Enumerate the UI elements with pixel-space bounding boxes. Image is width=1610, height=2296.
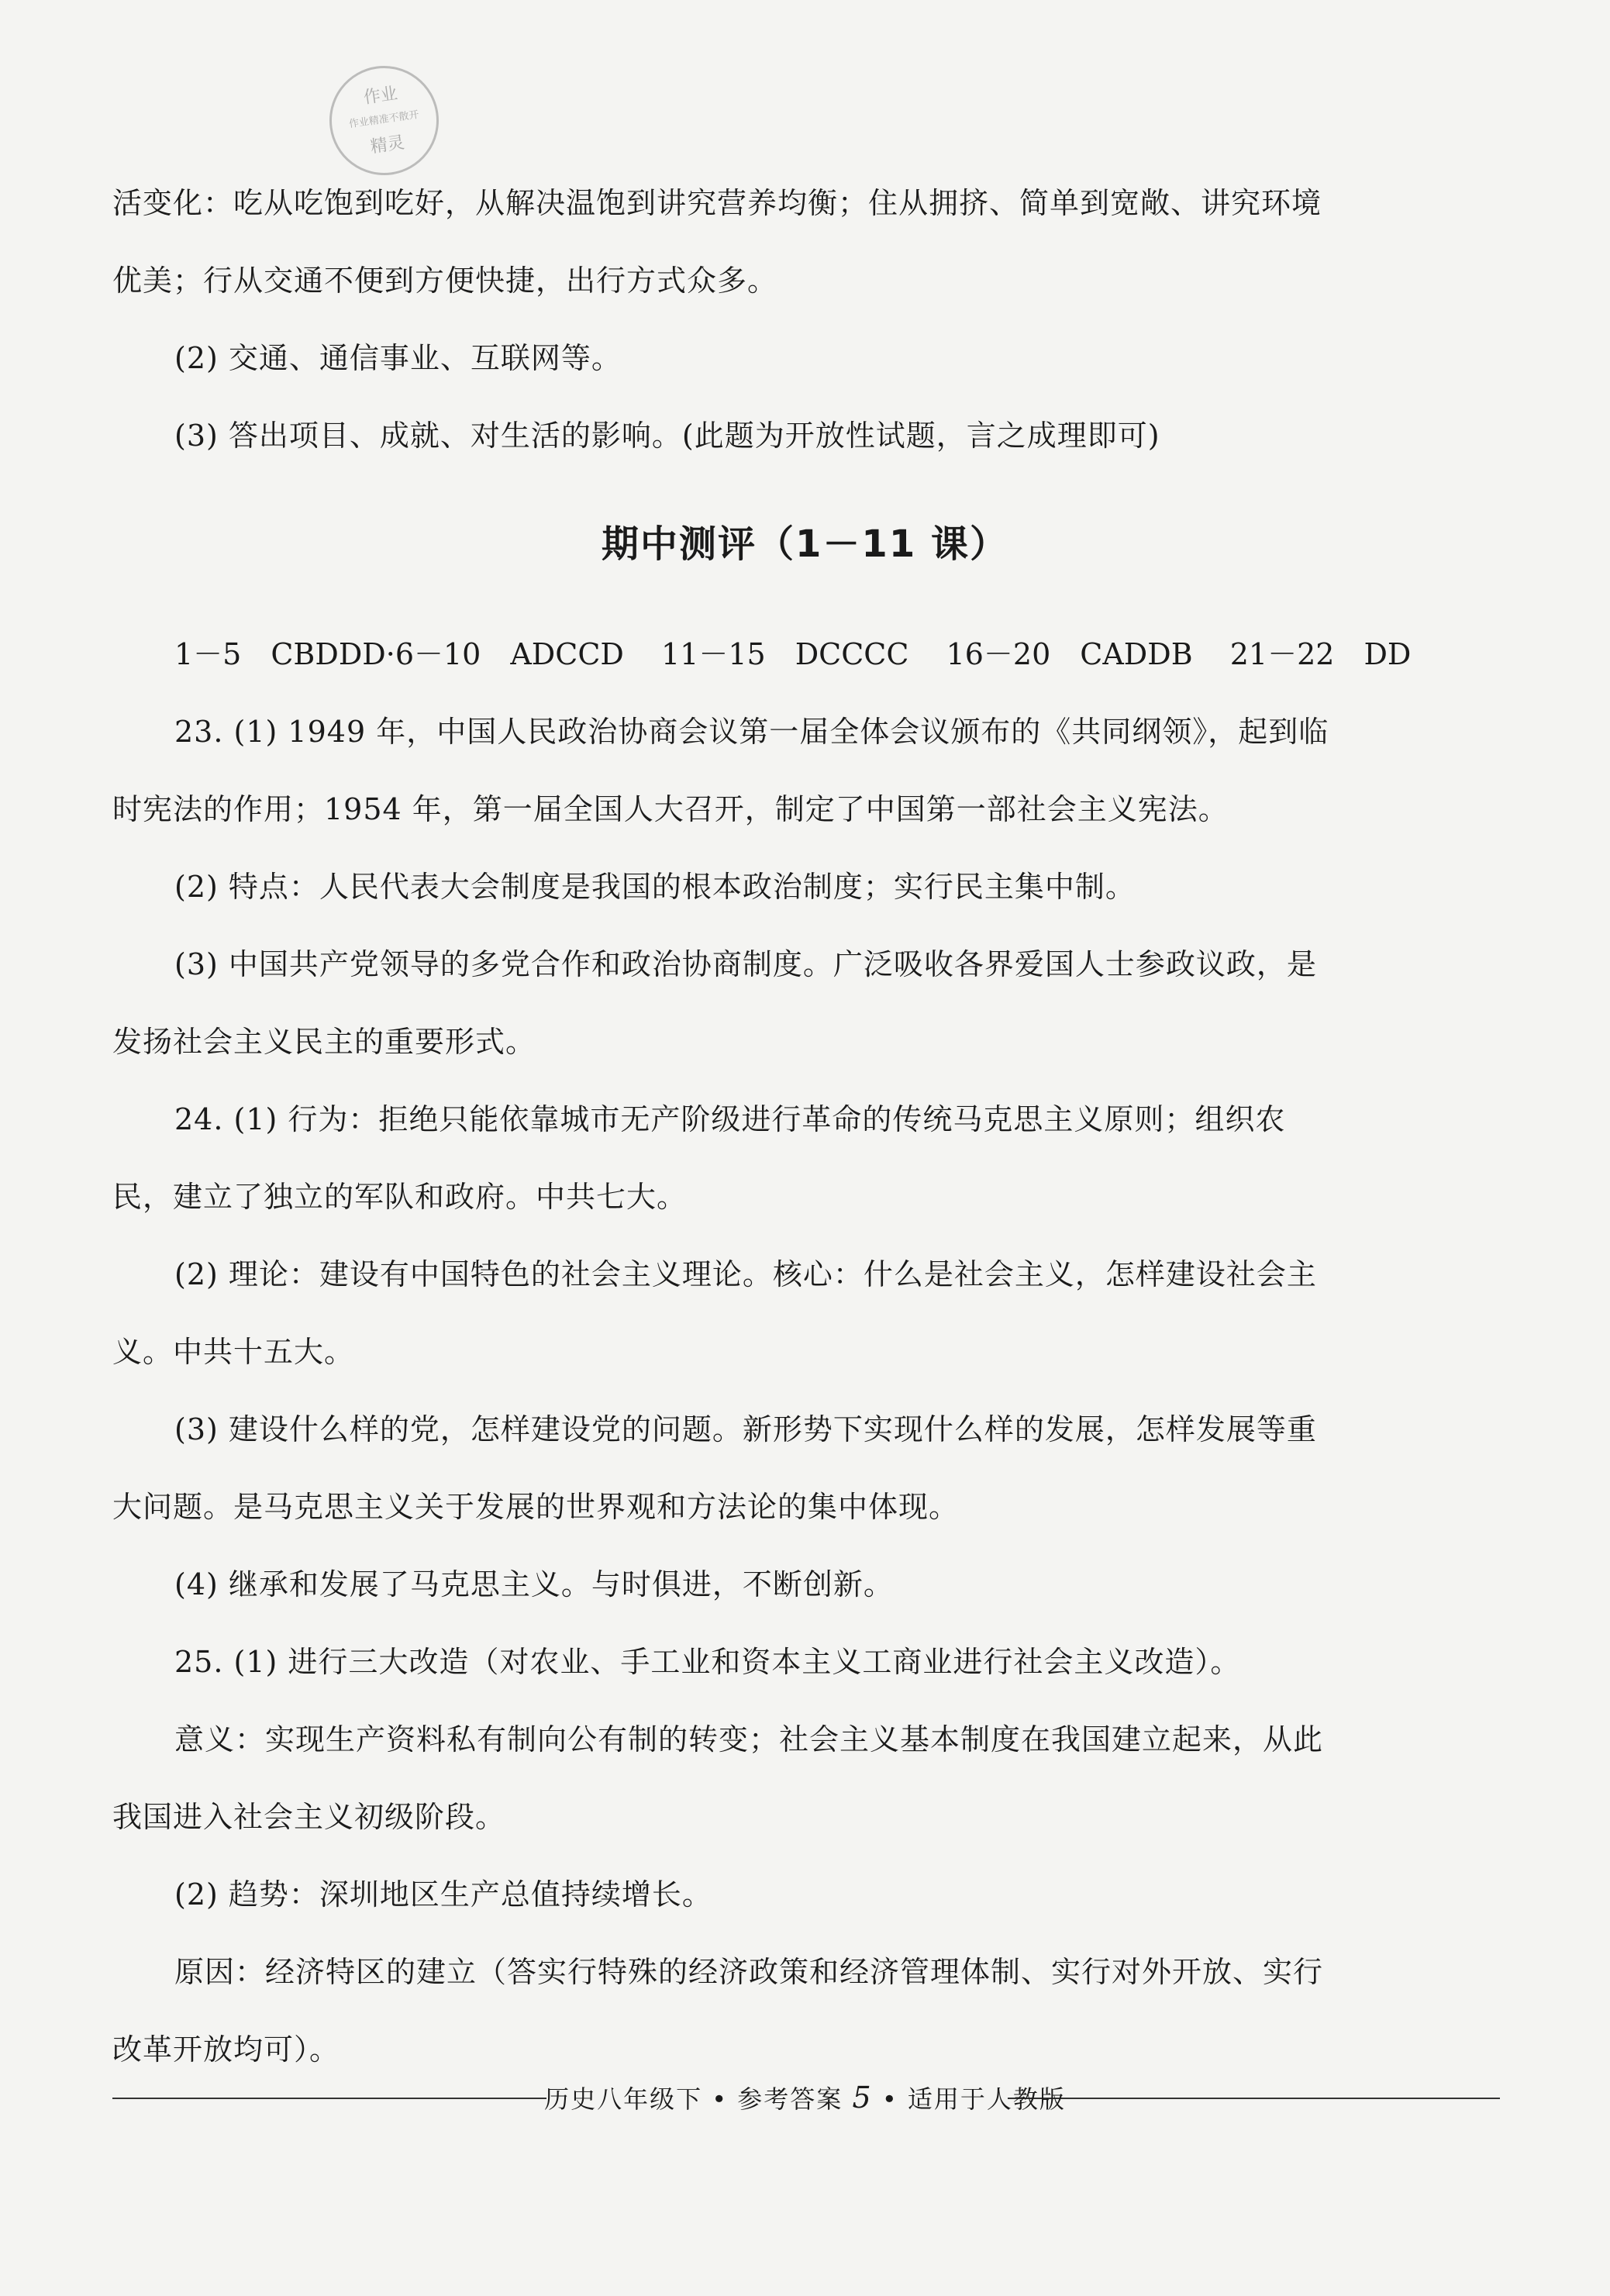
footer — [0, 2081, 1610, 2116]
choice-answer-group: 16－20 CADDB — [946, 637, 1193, 671]
answer-line: (2) 趋势：深圳地区生产总值持续增长。 — [174, 1877, 712, 1912]
answer-line: 24. (1) 行为：拒绝只能依靠城市无产阶级进行革命的传统马克思主义原则；组织农 — [174, 1102, 1286, 1136]
stamp-top-text: 作业 — [362, 84, 399, 109]
answer-line: (2) 理论：建设有中国特色的社会主义理论。核心：什么是社会主义，怎样建设社会主 — [174, 1257, 1317, 1291]
choice-answer-group: 11－15 DCCCC — [660, 637, 909, 671]
intro-line: (2) 交通、通信事业、互联网等。 — [174, 341, 622, 375]
footer-right-text: • 适用于人教版 — [881, 2084, 1066, 2114]
answer-line: (3) 中国共产党领导的多党合作和政治协商制度。广泛吸收各界爱国人士参政议政，是 — [174, 947, 1317, 981]
footer-left-text: 历史八年级下 • 参考答案 — [544, 2084, 843, 2114]
answer-line: 义。中共十五大。 — [112, 1335, 355, 1369]
answer-line: 发扬社会主义民主的重要形式。 — [112, 1025, 536, 1059]
intro-line: 活变化：吃从吃饱到吃好，从解决温饱到讲究营养均衡；住从拥挤、简单到宽敞、讲究环境 — [112, 186, 1322, 220]
choice-answer-group: 21－22 DD — [1229, 637, 1412, 671]
answer-line: 我国进入社会主义初级阶段。 — [112, 1800, 506, 1834]
answer-line: (2) 特点：人民代表大会制度是我国的根本政治制度；实行民主集中制。 — [174, 870, 1136, 904]
answer-line: 意义：实现生产资料私有制向公有制的转变；社会主义基本制度在我国建立起来，从此 — [174, 1722, 1324, 1756]
section-title: 期中测评（1－11 课） — [602, 522, 1008, 566]
answer-line: 原因：经济特区的建立（答实行特殊的经济政策和经济管理体制、实行对外开放、实行 — [174, 1955, 1324, 1989]
intro-line: 优美；行从交通不便到方便快捷，出行方式众多。 — [112, 264, 778, 298]
answer-line: 时宪法的作用；1954 年，第一届全国人大召开，制定了中国第一部社会主义宪法。 — [112, 792, 1229, 826]
choice-answer-group: 1－5 CBDDD·6－10 ADCCD — [174, 637, 624, 671]
homework-stamp-logo — [322, 59, 446, 182]
answer-line: 大问题。是马克思主义关于发展的世界观和方法论的集中体现。 — [112, 1490, 960, 1524]
choice-answers — [174, 636, 1439, 673]
answer-line: (4) 继承和发展了马克思主义。与时俱进，不断创新。 — [174, 1567, 894, 1601]
answer-line: (3) 建设什么样的党，怎样建设党的问题。新形势下实现什么样的发展，怎样发展等重 — [174, 1412, 1317, 1446]
intro-line: (3) 答出项目、成就、对生活的影响。(此题为开放性试题，言之成理即可) — [174, 419, 1160, 453]
answer-line: 民，建立了独立的军队和政府。中共七大。 — [112, 1180, 688, 1214]
answer-line: 改革开放均可）。 — [112, 2032, 340, 2067]
answer-line: 23. (1) 1949 年，中国人民政治协商会议第一届全体会议颁布的《共同纲领》，起到临 — [174, 715, 1329, 749]
stamp-bottom-text: 精灵 — [369, 133, 406, 157]
stamp-middle-text: 作业精准不散开 — [348, 109, 420, 131]
answer-line: 25. (1) 进行三大改造（对农业、手工业和资本主义工商业进行社会主义改造）。 — [174, 1645, 1241, 1679]
page-number: 5 — [852, 2081, 873, 2115]
